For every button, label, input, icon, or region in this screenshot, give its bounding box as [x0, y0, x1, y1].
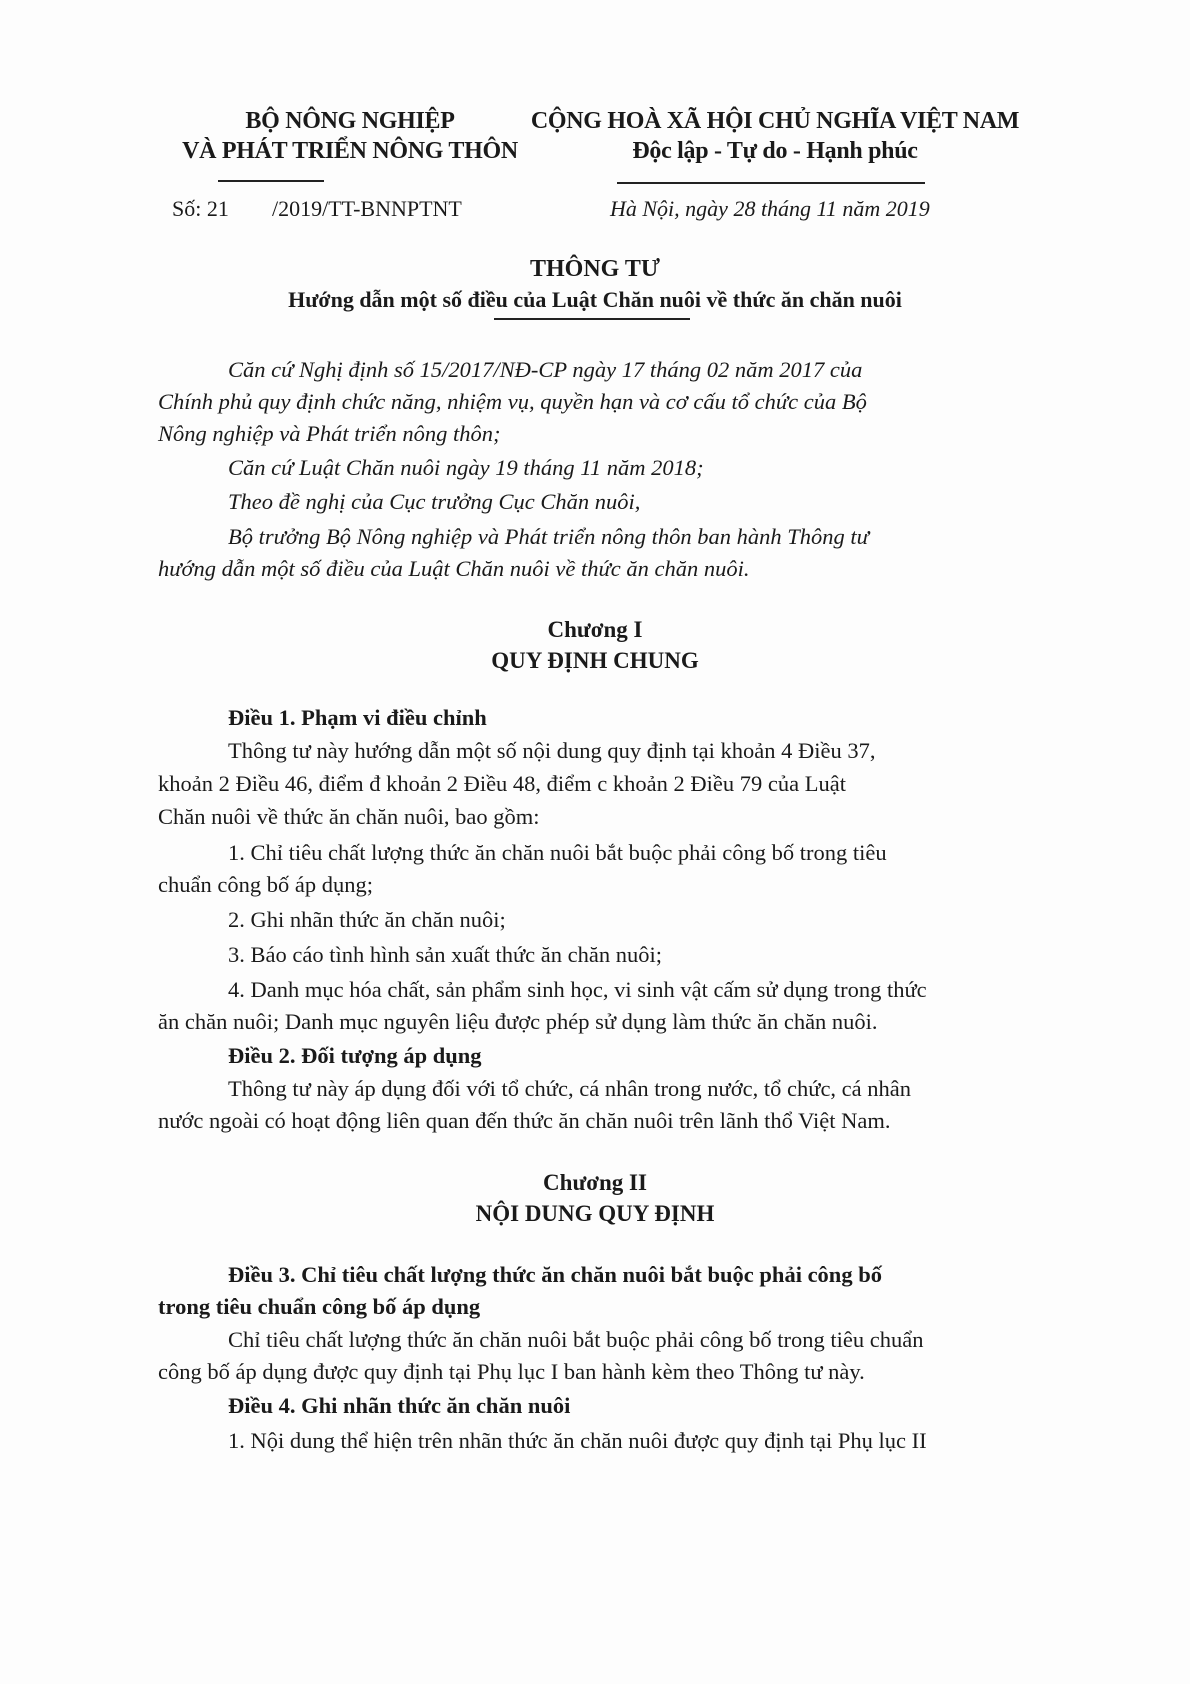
article-heading: Điều 2. Đối tượng áp dụng: [228, 1043, 482, 1068]
document-number-suffix: /2019/TT-BNNPTNT: [272, 196, 462, 221]
article-heading: Điều 4. Ghi nhãn thức ăn chăn nuôi: [228, 1393, 571, 1418]
article-text-line: 1. Nội dung thể hiện trên nhãn thức ăn chăn nuôi được quy định tại Phụ lục II: [228, 1428, 927, 1453]
article-text-line: Thông tư này áp dụng đối với tổ chức, cá nhân trong nước, tổ chức, cá nhân: [228, 1076, 912, 1101]
agency-line-1: BỘ NÔNG NGHIỆP: [245, 108, 455, 134]
article-text-line: khoản 2 Điều 46, điểm đ khoản 2 Điều 48, điểm c khoản 2 Điều 79 của Luật: [158, 771, 846, 796]
document-type: THÔNG TƯ: [529, 256, 661, 282]
article-text-line: chuẩn công bố áp dụng;: [158, 872, 373, 897]
document-number-prefix: Số: 21: [172, 196, 229, 221]
article-text-line: 3. Báo cáo tình hình sản xuất thức ăn chăn nuôi;: [228, 942, 662, 967]
agency-name: [150, 106, 550, 166]
article-text-line: 4. Danh mục hóa chất, sản phẩm sinh học, vi sinh vật cấm sử dụng trong thức: [228, 977, 927, 1002]
article-heading: Điều 3. Chỉ tiêu chất lượng thức ăn chăn nuôi bắt buộc phải công bố: [228, 1262, 882, 1287]
chapter-title: NỘI DUNG QUY ĐỊNH: [475, 1201, 715, 1226]
preamble-line: hướng dẫn một số điều của Luật Chăn nuôi về thức ăn chăn nuôi.: [158, 556, 750, 581]
document-subtitle: Hướng dẫn một số điều của Luật Chăn nuôi về thức ăn chăn nuôi: [288, 287, 902, 312]
country-motto: [525, 106, 1025, 166]
chapter-title: QUY ĐỊNH CHUNG: [491, 648, 699, 673]
chapter-label: Chương I: [547, 617, 643, 642]
article-text-line: công bố áp dụng được quy định tại Phụ lục I ban hành kèm theo Thông tư này.: [158, 1359, 865, 1384]
article-text-line: Chăn nuôi về thức ăn chăn nuôi, bao gồm:: [158, 804, 540, 829]
article-text-line: nước ngoài có hoạt động liên quan đến thức ăn chăn nuôi trên lãnh thổ Việt Nam.: [158, 1108, 891, 1133]
preamble-line: Căn cứ Luật Chăn nuôi ngày 19 tháng 11 năm 2018;: [228, 455, 704, 480]
chapter-label: Chương II: [543, 1170, 647, 1195]
place-date: Hà Nội, ngày 28 tháng 11 năm 2019: [610, 196, 930, 221]
agency-line-2: VÀ PHÁT TRIỂN NÔNG THÔN: [182, 138, 518, 164]
title-underline: [494, 318, 690, 320]
preamble-line: Chính phủ quy định chức năng, nhiệm vụ, quyền hạn và cơ cấu tổ chức của Bộ: [158, 389, 867, 414]
country-line-2: Độc lập - Tự do - Hạnh phúc: [632, 138, 918, 164]
motto-underline: [617, 182, 925, 184]
agency-underline: [218, 180, 324, 182]
preamble-line: Căn cứ Nghị định số 15/2017/NĐ-CP ngày 17 tháng 02 năm 2017 của: [228, 357, 863, 382]
preamble-line: Nông nghiệp và Phát triển nông thôn;: [158, 421, 501, 446]
article-text-line: Chỉ tiêu chất lượng thức ăn chăn nuôi bắt buộc phải công bố trong tiêu chuẩn: [228, 1327, 924, 1352]
article-text-line: 1. Chỉ tiêu chất lượng thức ăn chăn nuôi bắt buộc phải công bố trong tiêu: [228, 840, 887, 865]
article-heading: trong tiêu chuẩn công bố áp dụng: [158, 1294, 481, 1319]
article-text-line: 2. Ghi nhãn thức ăn chăn nuôi;: [228, 907, 506, 932]
preamble-line: Bộ trưởng Bộ Nông nghiệp và Phát triển nông thôn ban hành Thông tư: [228, 524, 869, 549]
preamble-line: Theo đề nghị của Cục trưởng Cục Chăn nuôi,: [228, 489, 641, 514]
country-line-1: CỘNG HOÀ XÃ HỘI CHỦ NGHĨA VIỆT NAM: [530, 108, 1020, 134]
article-heading: Điều 1. Phạm vi điều chỉnh: [228, 705, 487, 730]
article-text-line: ăn chăn nuôi; Danh mục nguyên liệu được phép sử dụng làm thức ăn chăn nuôi.: [158, 1009, 878, 1034]
article-text-line: Thông tư này hướng dẫn một số nội dung quy định tại khoản 4 Điều 37,: [228, 738, 876, 763]
